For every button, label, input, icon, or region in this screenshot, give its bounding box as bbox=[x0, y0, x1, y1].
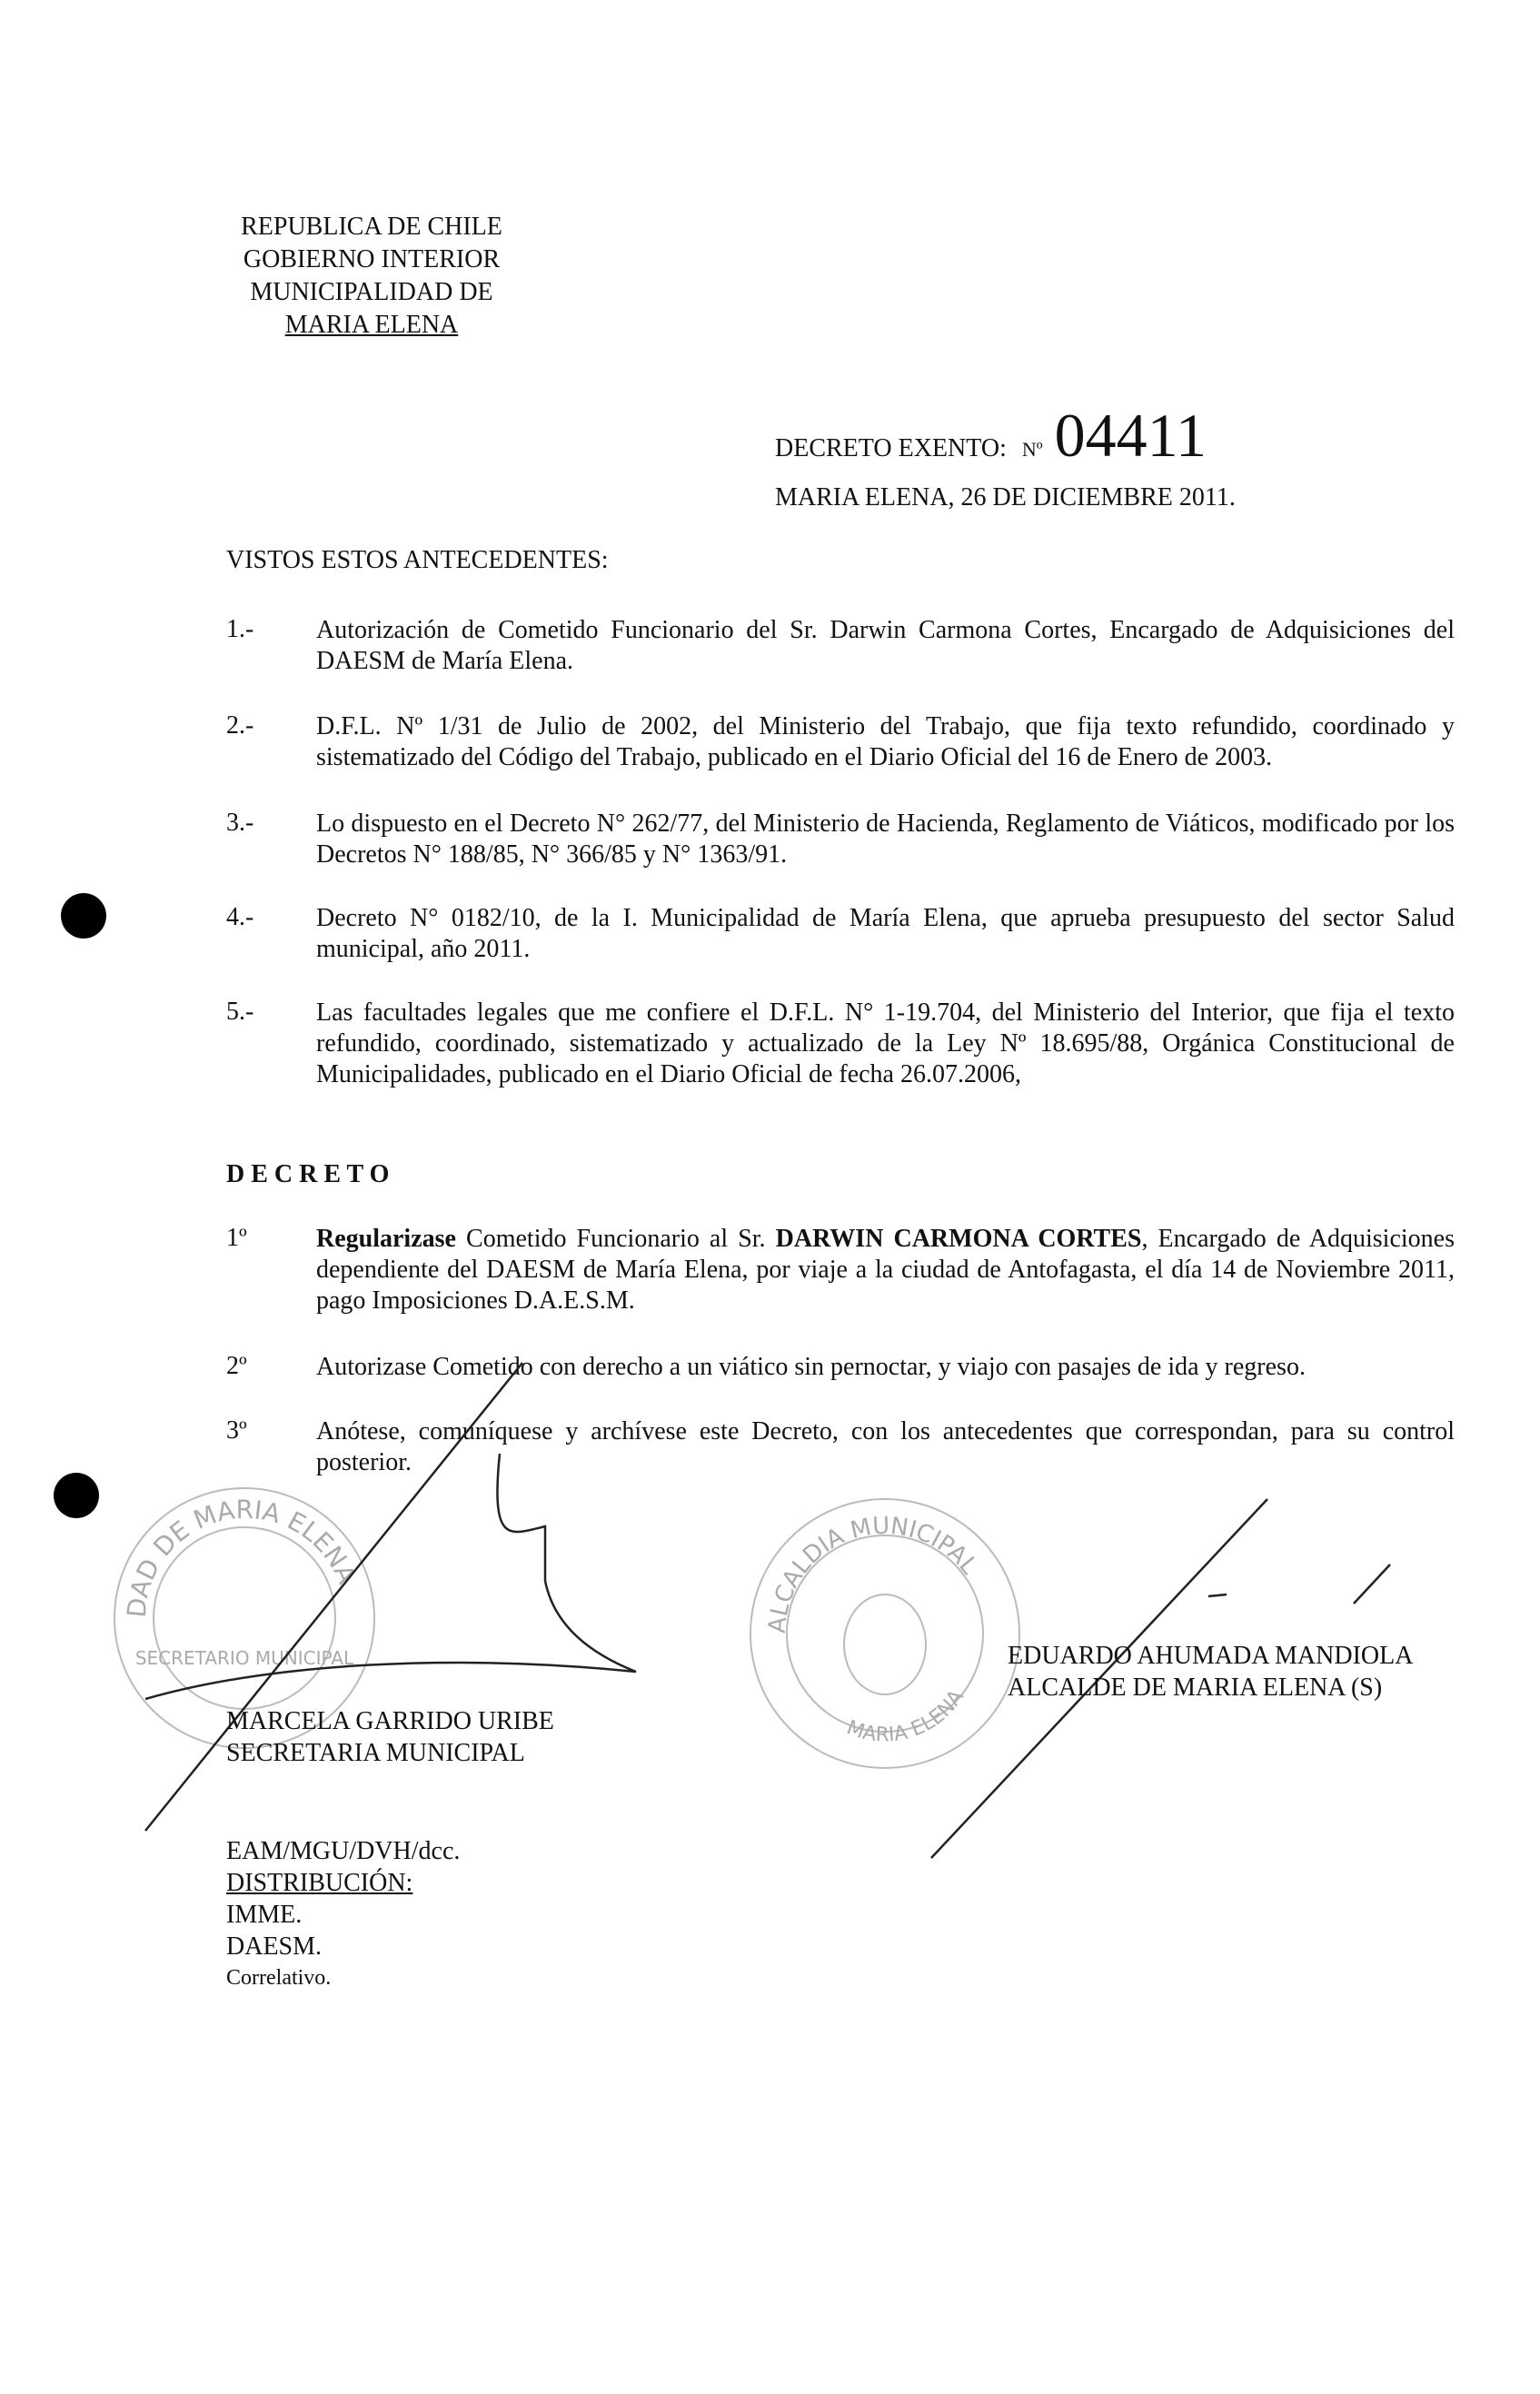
stamp-text: ALCALDIA MUNICIPAL bbox=[763, 1512, 983, 1634]
signer-title: SECRETARIA MUNICIPAL bbox=[226, 1739, 525, 1767]
item-number: 2º bbox=[226, 1352, 247, 1380]
stamp-text: SECRETARIO MUNICIPAL bbox=[134, 1647, 354, 1669]
item-number: 1º bbox=[226, 1224, 247, 1252]
header-line: REPUBLICA DE CHILE bbox=[241, 213, 502, 241]
header-line: GOBIERNO INTERIOR bbox=[243, 245, 501, 273]
vistos-item: Lo dispuesto en el Decreto N° 262/77, del Ministerio de Hacienda, Reglamento de Viáticos, modificado por los Decretos N° 188/85, N° 366/85 y N° 1363/91. bbox=[316, 810, 1455, 869]
vistos-item: Decreto N° 0182/10, de la I. Municipalidad de María Elena, que aprueba presupuesto del sector Salud municipal, año 2011. bbox=[316, 904, 1455, 963]
distribution-block bbox=[226, 1835, 460, 1994]
decreto-item: Autorizase Cometido con derecho a un viático sin pernoctar, y viajo con pasajes de ida y regreso. bbox=[316, 1353, 1306, 1381]
signer-name: MARCELA GARRIDO URIBE bbox=[226, 1707, 554, 1735]
correlativo: Correlativo. bbox=[226, 1966, 332, 1990]
bold-text: Regularizase bbox=[316, 1225, 456, 1253]
text: , Encargado de Adquisiciones dependiente del DAESM de María Elena, por viaje a la ciudad de Antofagasta, el día 14 de Noviembre 2011, pago Imposiciones D.A.E.S.M. bbox=[316, 1225, 1455, 1315]
item-number: 3.- bbox=[226, 809, 254, 837]
distribution-item: DAESM. bbox=[226, 1932, 323, 1961]
distribution-title: DISTRIBUCIÓN: bbox=[226, 1869, 413, 1897]
item-number: 1.- bbox=[226, 615, 254, 643]
signer-name: EDUARDO AHUMADA MANDIOLA bbox=[1008, 1642, 1414, 1670]
distribution-item: IMME. bbox=[226, 1901, 303, 1929]
decreto-title: D E C R E T O bbox=[226, 1160, 390, 1188]
decreto-item: Anótese, comuníquese y archívese este Decreto, con los antecedentes que correspondan, para su control posterior. bbox=[316, 1417, 1455, 1476]
decree-number: 04411 bbox=[1054, 401, 1207, 470]
bold-name: DARWIN CARMONA CORTES bbox=[775, 1225, 1142, 1253]
vistos-item: Las facultades legales que me confiere el D.F.L. N° 1-19.704, del Ministerio del Interior, que fija el texto refundido, coordinado, sistematizado y actualizado de la Ley Nº 18.695/88, Orgánica Constitucional de Municipalidades, publicado en el Diario Oficial de fecha 26.07.2006, bbox=[316, 998, 1455, 1088]
place-date: MARIA ELENA, 26 DE DICIEMBRE 2011. bbox=[775, 483, 1236, 512]
stamp-text: DAD DE MARIA ELENA bbox=[121, 1494, 363, 1619]
number-label: Nº bbox=[1021, 438, 1043, 461]
signer-title: ALCALDE DE MARIA ELENA (S) bbox=[1008, 1674, 1383, 1702]
vistos-item: D.F.L. Nº 1/31 de Julio de 2002, del Ministerio del Trabajo, que fija texto refundido, coordinado y sistematizado del Código del Trabajo, publicado en el Diario Oficial del 16 de Enero de 2003. bbox=[316, 712, 1455, 771]
vistos-item: Autorización de Cometido Funcionario del Sr. Darwin Carmona Cortes, Encargado de Adquisiciones del DAESM de María Elena. bbox=[316, 616, 1455, 675]
decree-label: DECRETO EXENTO: bbox=[775, 434, 1007, 462]
item-number: 5.- bbox=[226, 998, 254, 1026]
header-line: MARIA ELENA bbox=[284, 311, 459, 339]
item-number: 2.- bbox=[226, 711, 254, 740]
item-number: 4.- bbox=[226, 903, 254, 931]
secretary-signature-block bbox=[226, 1705, 554, 1769]
vistos-title: VISTOS ESTOS ANTECEDENTES: bbox=[226, 546, 609, 574]
mayor-signature-block bbox=[1008, 1640, 1413, 1704]
header-line: MUNICIPALIDAD DE bbox=[250, 278, 493, 306]
item-number: 3º bbox=[226, 1416, 247, 1445]
text: Cometido Funcionario al Sr. bbox=[455, 1225, 776, 1253]
stamp-text: MARIA ELENA bbox=[843, 1685, 969, 1747]
initials: EAM/MGU/DVH/dcc. bbox=[226, 1837, 461, 1865]
